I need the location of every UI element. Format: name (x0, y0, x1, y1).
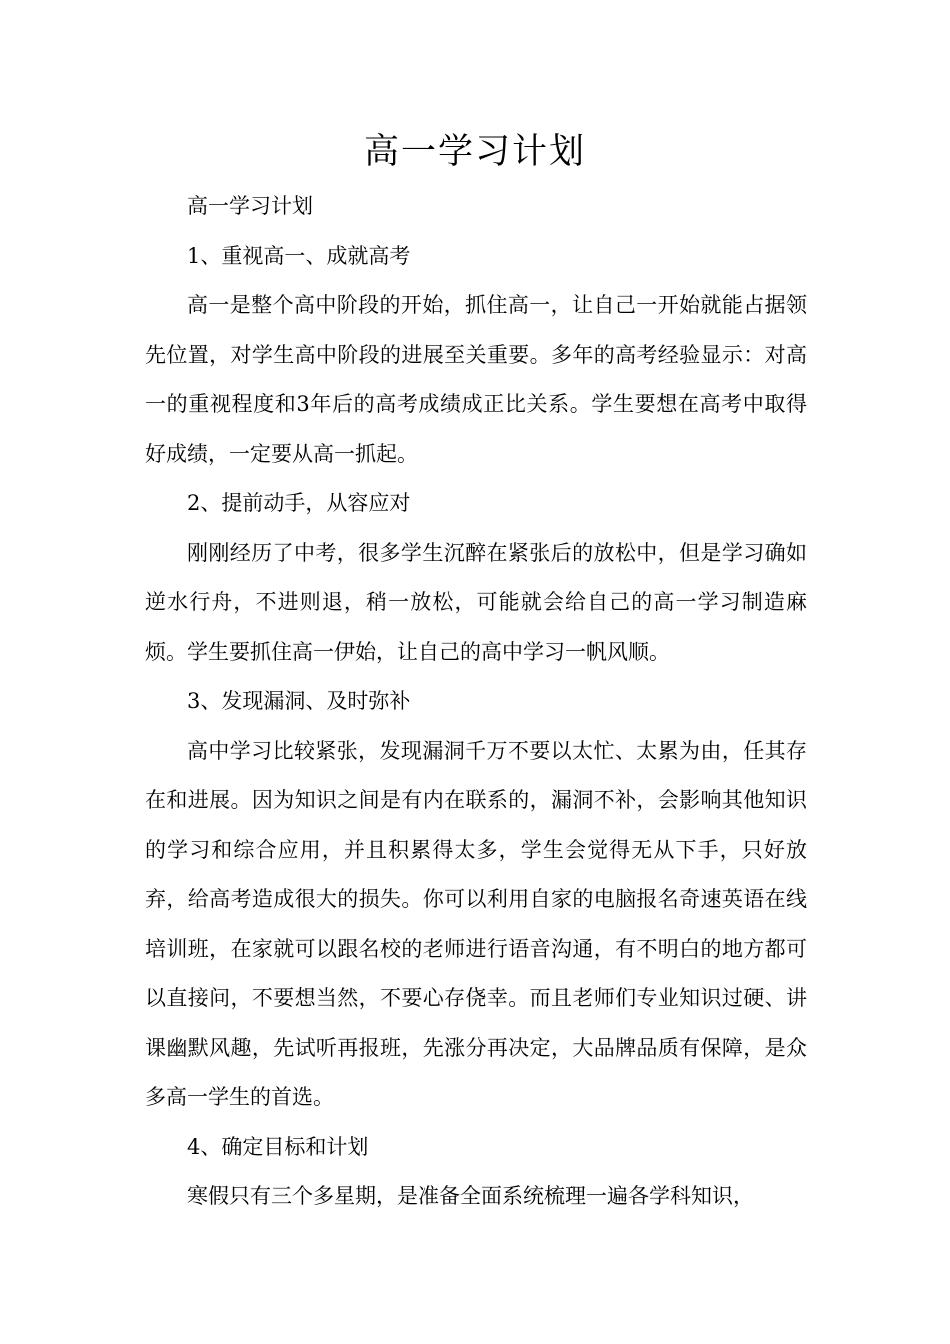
section-heading-4: 4、确定目标和计划 (187, 1134, 369, 1159)
body-paragraph-3: 高中学习比较紧张，发现漏洞千万不要以太忙、太累为由，任其存在和进展。因为知识之间是有内在联系的，漏洞不补，会影响其他知识的学习和综合应用，并且积累得太多，学生会觉得无从下手，只好放弃，给高考造成很大的损失。你可以利用自家的电脑报名奇速英语在线培训班，在家就可以跟名校的老师进行语音沟通，有不明白的地方都可以直接问，不要想当然，不要心存侥幸。而且老师们专业知识过硬、讲课幽默风趣，先试听再报班，先涨分再决定，大品牌品质有保障，是众多高一学生的首选。 (145, 738, 807, 1109)
document-title: 高一学习计划 (363, 132, 586, 172)
section-heading-2: 2、提前动手，从容应对 (187, 491, 411, 515)
body-paragraph-4: 寒假只有三个多星期，是准备全面系统梳理一遍各学科知识， (187, 1184, 754, 1208)
body-paragraph-2: 刚刚经历了中考，很多学生沉醉在紧张后的放松中，但是学习确如逆水行舟，不进则退，稍一放松，可能就会给自己的高一学习制造麻烦。学生要抓住高一伊始，让自己的高中学习一帆风顺。 (145, 540, 807, 664)
section-heading-1: 1、重视高一、成就高考 (187, 243, 411, 268)
section-heading-3: 3、发现漏洞、及时弥补 (187, 689, 411, 713)
document-body (145, 182, 807, 1222)
subtitle-paragraph: 高一学习计划 (187, 194, 313, 218)
body-paragraph-1: 高一是整个高中阶段的开始，抓住高一，让自己一开始就能占据领先位置，对学生高中阶段的进展至关重要。多年的高考经验显示：对高一的重视程度和3年后的高考成绩成正比关系。学生要想在高考中取得好成绩，一定要从高一抓起。 (145, 293, 807, 466)
